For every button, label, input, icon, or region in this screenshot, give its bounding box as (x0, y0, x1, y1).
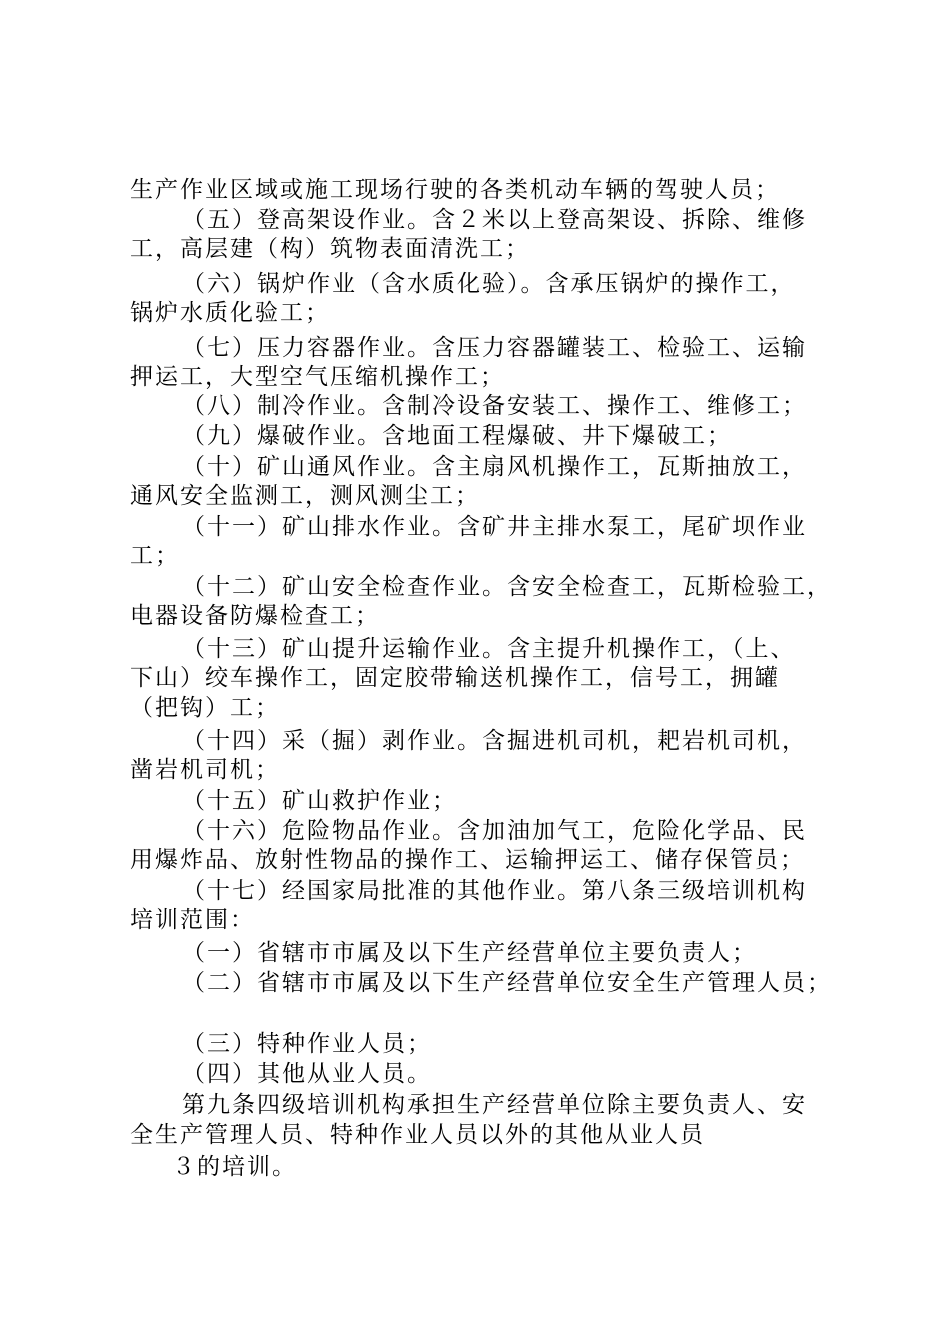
text-line: （五）登高架设作业。含２米以上登高架设、拆除、维修 (182, 207, 807, 233)
text-line: 第九条四级培训机构承担生产经营单位除主要负责人、安 (182, 1092, 807, 1118)
text-line: （十七）经国家局批准的其他作业。第八条三级培训机构 (182, 878, 807, 904)
text-line: （八）制冷作业。含制冷设备安装工、操作工、维修工； (182, 393, 807, 419)
text-line: 生产作业区域或施工现场行驶的各类机动车辆的驾驶人员； (130, 177, 780, 203)
text-line: （十五）矿山救护作业； (182, 788, 457, 814)
text-line: （十二）矿山安全检查作业。含安全检查工，瓦斯检验工， (182, 574, 832, 600)
text-line: ３的培训。 (172, 1154, 297, 1180)
text-line: （七）压力容器作业。含压力容器罐装工、检验工、运输 (182, 335, 807, 361)
text-line: 全生产管理人员、特种作业人员以外的其他从业人员 (130, 1122, 705, 1148)
text-line: （六）锅炉作业（含水质化验）。含承压锅炉的操作工， (182, 271, 796, 297)
text-line: 电器设备防爆检查工； (130, 603, 380, 629)
text-line: 工； (130, 543, 180, 569)
text-line: 用爆炸品、放射性物品的操作工、运输押运工、储存保管员； (130, 847, 805, 873)
text-line: （三）特种作业人员； (182, 1031, 432, 1057)
text-line: （把钩）工； (130, 695, 280, 721)
text-line: （一）省辖市市属及以下生产经营单位主要负责人； (182, 940, 757, 966)
text-line: （四）其他从业人员。 (182, 1061, 432, 1087)
text-line: （十四）采（掘）剥作业。含掘进机司机，耙岩机司机， (182, 728, 807, 754)
text-line: 凿岩机司机； (130, 757, 280, 783)
text-line: （十一）矿山排水作业。含矿井主排水泵工，尾矿坝作业 (182, 514, 807, 540)
text-line: 通风安全监测工，测风测尘工； (130, 483, 480, 509)
text-line: 培训范围： (130, 907, 255, 933)
text-line: 锅炉水质化验工； (130, 300, 330, 326)
text-line: （十）矿山通风作业。含主扇风机操作工，瓦斯抽放工， (182, 454, 807, 480)
text-line: （九）爆破作业。含地面工程爆破、井下爆破工； (182, 423, 732, 449)
text-line: （十三）矿山提升运输作业。含主提升机操作工，（上、 (182, 636, 796, 662)
text-line: 下山）绞车操作工，固定胶带输送机操作工，信号工，拥罐 (130, 665, 780, 691)
text-line: （二）省辖市市属及以下生产经营单位安全生产管理人员； (182, 970, 832, 996)
text-line: （十六）危险物品作业。含加油加气工，危险化学品、民 (182, 818, 807, 844)
text-line: 押运工，大型空气压缩机操作工； (130, 364, 505, 390)
text-line: 工，高层建（构）筑物表面清洗工； (130, 236, 530, 262)
